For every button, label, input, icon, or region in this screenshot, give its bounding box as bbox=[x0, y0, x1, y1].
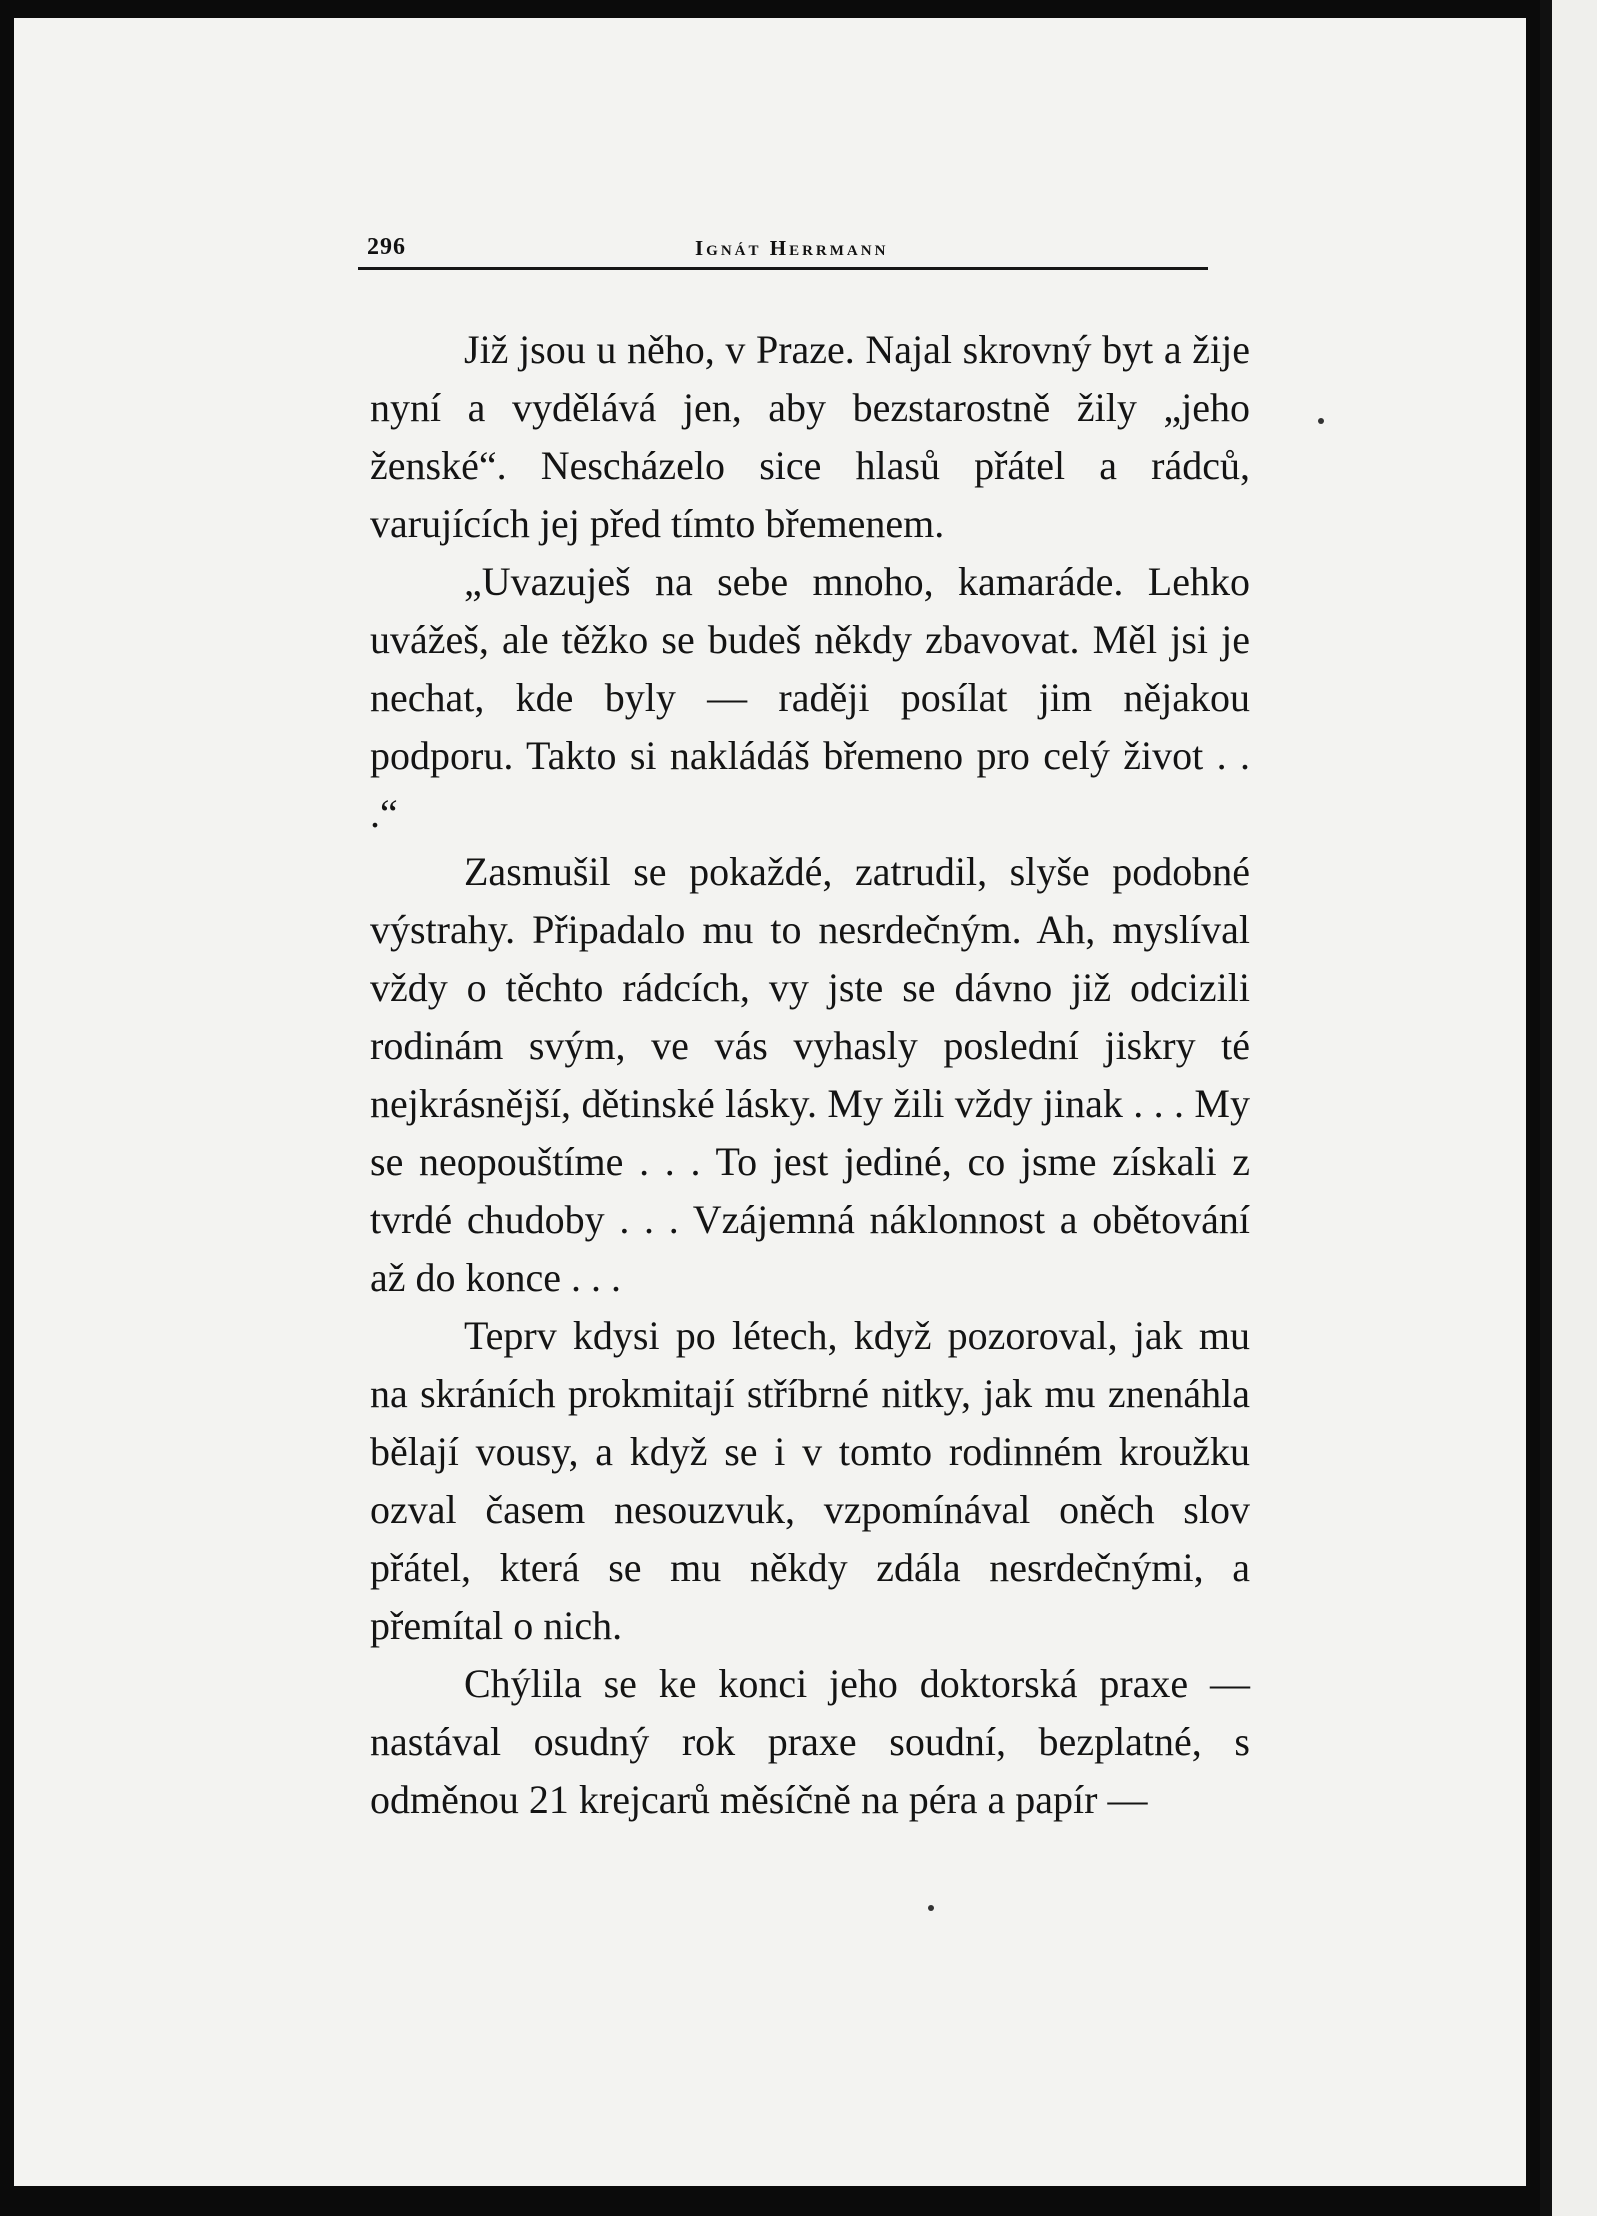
paragraph-5: Chýlila se ke konci jeho doktorská praxe — nastával osudný rok praxe soudní, bezplatné, s odměnou 21 krejcarů měsíčně na péra a papír — bbox=[370, 1661, 1250, 1822]
paragraph-1: Již jsou u něho, v Praze. Najal skrovný byt a žije nyní a vydělává jen, aby bezstarostně žily „jeho ženské“. Nescházelo sice hlasů přátel a rádců, varujících jej před tímto břemenem. bbox=[370, 327, 1250, 546]
binding-shadow bbox=[1540, 0, 1552, 2216]
scan-speck bbox=[928, 1905, 934, 1911]
paragraph-2: „Uvazuješ na sebe mnoho, kamaráde. Lehko uvážeš, ale těžko se budeš někdy zbavovat. Měl jsi je nechat, kde byly — raději posílat jim nějakou podporu. Takto si nakládáš břemeno pro celý život . . .“ bbox=[370, 559, 1250, 836]
header-rule bbox=[358, 267, 1208, 270]
paragraph-3: Zasmušil se pokaždé, zatrudil, slyše podobné výstrahy. Připadalo mu to nesrdečným. Ah, myslíval vždy o těchto rádcích, vy jste se dávno již odcizili rodinám svým, ve vás vyhasly poslední jiskry té nejkrásnější, dětinské lásky. My žili vždy jinak . . . My se neopouštíme . . . To jest jediné, co jsme získali z tvrdé chudoby . . . Vzájemná náklonnost a obětování až do konce . . . bbox=[370, 849, 1250, 1300]
adjacent-page-edge bbox=[1540, 0, 1597, 2216]
page-number: 296 bbox=[367, 234, 406, 260]
paragraph-4: Teprv kdysi po létech, když pozoroval, jak mu na skráních prokmitají stříbrné nitky, jak mu znenáhla bělají vousy, a když se i v tomto rodinném kroužku ozval časem nesouzvuk, vzpomínával oněch slov přátel, která se mu někdy zdála nesrdečnými, a přemítal o nich. bbox=[370, 1313, 1250, 1648]
page-header bbox=[355, 232, 1205, 272]
running-head: Ignát Herrmann bbox=[695, 236, 889, 260]
scan-speck bbox=[1318, 418, 1324, 424]
body-text bbox=[370, 321, 1250, 1829]
